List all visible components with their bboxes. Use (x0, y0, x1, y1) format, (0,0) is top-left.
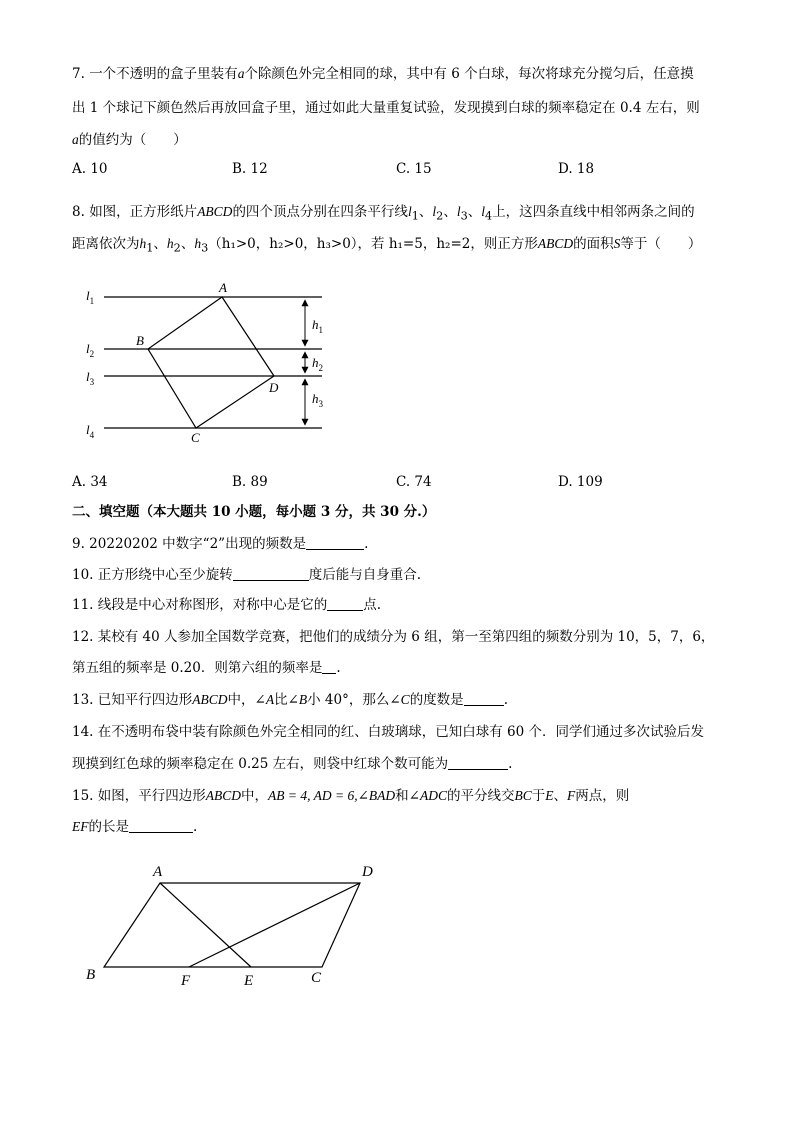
q9: 9. 20220202 中数字“2”出现的频数是 . (72, 536, 369, 552)
bisector-ae (160, 883, 251, 967)
point-f-15: F (181, 973, 191, 989)
section-title: 二、填空题（本大题共 10 小题，每小题 3 分，共 30 分.） (72, 504, 436, 520)
q7-number: 7. (72, 66, 85, 82)
q15-line2: EF的长是 . (72, 819, 198, 835)
q7-line2: 出 1 个球记下颜色然后再放回盒子里，通过如此大量重复试验，发现摸到白球的频率稳定在 0.4 左右，则 (72, 100, 700, 116)
q14-line1: 14. 在不透明布袋中装有除颜色外完全相同的红、白玻璃球，已知白球有 60 个．同学们通过多次试验后发 (72, 724, 705, 740)
label-l4: $l_4$ (86, 422, 95, 440)
parallelogram-abcd (104, 883, 360, 967)
q10-answer-blank[interactable] (233, 567, 309, 581)
q8-line2: 距离依次为$h_1$、$h_2$、$h_3(h_1>0$，h₂>0，h₃>0），若 h₁=5，h₂=2，则正方形ABCD的面积S等于（ ） (72, 236, 702, 255)
q7-option-b: B. 12 (232, 161, 268, 177)
vertex-b: B (136, 333, 144, 348)
point-e-15: E (244, 973, 254, 989)
vertex-a: A (219, 280, 227, 295)
q15-line1: 15. 如图，平行四边形ABCD中，AB = 4, AD = 6,∠BAD和∠ADC的平分线交BC于E、F两点，则 (72, 788, 630, 804)
q13-answer-blank[interactable] (464, 692, 504, 706)
q15-answer-blank[interactable] (129, 819, 193, 833)
q8-number: 8. (72, 204, 85, 220)
q8-option-c: C. 74 (396, 474, 432, 490)
q7-option-a: A. 10 (72, 161, 108, 177)
label-h1: $h_1$ (312, 317, 323, 335)
q11: 11. 线段是中心对称图形，对称中心是它的 点. (72, 597, 382, 613)
q10: 10. 正方形绕中心至少旋转 度后能与自身重合. (72, 567, 422, 583)
label-h2: $h_2$ (312, 355, 323, 373)
q7-line3: a的值约为（ ） (72, 132, 187, 148)
label-h3: $h_3$ (312, 391, 323, 409)
q14-answer-blank[interactable] (448, 756, 508, 770)
vertex-b-15: B (86, 967, 96, 983)
label-l3: $l_3$ (86, 369, 95, 387)
q8-line1: 8. 如图，正方形纸片ABCD的四个顶点分别在四条平行线$l_1$、$l_2$、$l_3$、$l_4$上，这四条直线中相邻两条之间的 (72, 204, 695, 223)
label-l2: $l_2$ (86, 341, 95, 359)
bisector-df (189, 883, 360, 967)
vertex-a-15: A (153, 864, 163, 880)
var-a: a (237, 66, 245, 81)
q7-option-c: C. 15 (396, 161, 432, 177)
q11-answer-blank[interactable] (327, 597, 363, 611)
vertex-d-15: D (362, 864, 373, 880)
vertex-c-15: C (311, 970, 322, 986)
vertex-d: D (269, 380, 279, 395)
q13: 13. 已知平行四边形ABCD中，∠A比∠B小 40°，那么∠C的度数是 . (72, 692, 508, 708)
q12-answer-blank[interactable] (322, 660, 336, 674)
square-abcd (148, 297, 274, 428)
q8-option-d: D. 109 (558, 474, 603, 490)
q14-line2: 现摸到红色球的频率稳定在 0.25 左右，则袋中红球个数可能为 . (72, 756, 513, 772)
q8-option-b: B. 89 (232, 474, 268, 490)
q12-line2: 第五组的频率是 0.20．则第六组的频率是 . (72, 660, 341, 676)
label-l1: $l_1$ (86, 288, 95, 306)
q9-answer-blank[interactable] (306, 536, 364, 550)
q7-line1: 7. 一个不透明的盒子里装有a个除颜色外完全相同的球，其中有 6 个白球，每次将球充分搅匀后，任意摸 (72, 66, 694, 82)
q12-line1: 12. 某校有 40 人参加全国数学竞赛，把他们的成绩分为 6 组，第一至第四组的频数分别为 10，5，7，6， (72, 629, 715, 645)
q8-option-a: A. 34 (72, 474, 108, 490)
q7-option-d: D. 18 (558, 161, 595, 177)
vertex-c: C (191, 430, 200, 445)
